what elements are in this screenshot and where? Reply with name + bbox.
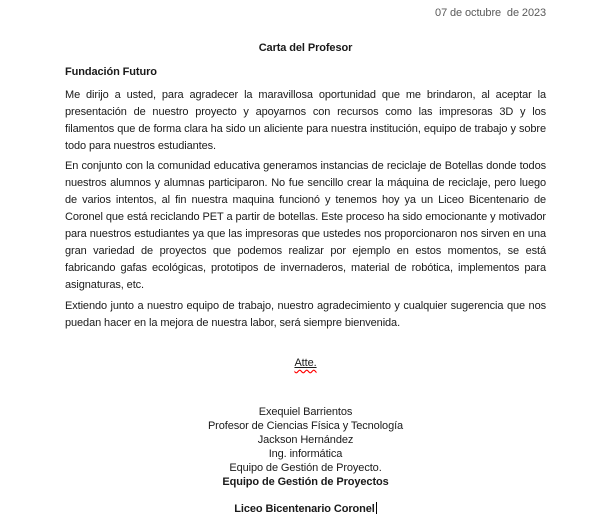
text-cursor <box>376 502 377 514</box>
document-date: 07 de octubre de 2023 <box>435 7 546 19</box>
signatory-team: Equipo de Gestión de Proyecto. <box>229 462 382 474</box>
organization-name <box>65 502 546 516</box>
signature-block <box>65 405 546 489</box>
closing-text: Atte. <box>294 357 317 369</box>
paragraph-body: En conjunto con la comunidad educativa generamos instancias de reciclaje de Botellas donde todos nuestros alumnos y alumnas participaron. No fue sencillo crear la máquina de reciclaje, pero luego de varios intentos, al fin nuestra maquina funcionó y tenemos hoy ya un Liceo Bicentenario de Coronel que está reciclando PET a partir de botellas. Este proceso ha sido emocionante y motivador para nuestros estudiantes ya que las impresoras que ustedes nos proporcionaron nos sirven en una gran variedad de proyectos que podemos realizar por ejemplo en estos momentos, se está fabricando gafas ecológicas, prototipos de invernaderos, material de robótica, implementos para asignaturas, etc. <box>65 160 546 291</box>
signatory-title-1: Profesor de Ciencias Física y Tecnología <box>207 420 404 432</box>
signatory-name-2: Jackson Hernández <box>257 434 354 446</box>
signatory-name-1: Exequiel Barrientos <box>258 406 353 418</box>
recipient-name: Fundación Futuro <box>65 66 157 78</box>
paragraph-gratitude: Extiendo junto a nuestro equipo de trabajo, nuestro agradecimiento y cualquier sugerencia que nos puedan hacer en la mejora de nuestra labor, será siempre bienvenida. <box>65 300 546 329</box>
closing-salutation <box>65 355 546 372</box>
signatory-title-2: Ing. informática <box>268 448 343 460</box>
paragraph-intro: Me dirijo a usted, para agradecer la maravillosa oportunidad que me brindaron, al aceptar la presentación de nuestro proyecto y apoyarnos con recursos como las impresoras 3D y los filamentos que de forma clara ha sido un aliciente para nuestra institución, equipo de trabajo y sobre todo para nuestros estudiantes. <box>65 89 546 152</box>
organization-text: Liceo Bicentenario Coronel <box>234 503 375 515</box>
document-title: Carta del Profesor <box>258 42 353 54</box>
spellcheck-underline <box>294 357 316 369</box>
signatory-team-bold: Equipo de Gestión de Proyectos <box>222 476 389 488</box>
